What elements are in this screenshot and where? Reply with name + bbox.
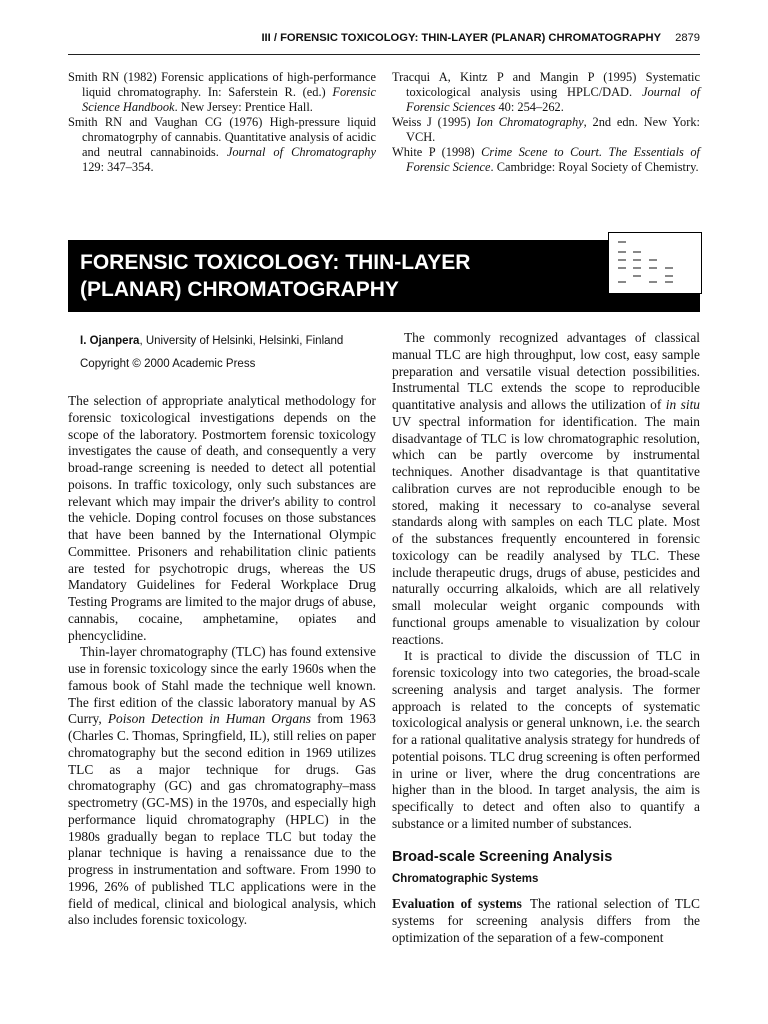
reference-item: Weiss J (1995) Ion Chromatography, 2nd edn. New York: VCH.	[392, 115, 700, 144]
paragraph: Evaluation of systems The rational selection of TLC systems for screening analysis differs from the optimization of the separation of a few-component	[392, 896, 700, 945]
author-line	[80, 330, 376, 353]
paragraph: It is practical to divide the discussion of TLC in forensic toxicology into two categories, the broad-scale screening analysis and target analysis. The former approach is related to the concepts of systematic toxicological analysis or general unknown, i.e. the search for a rational qualitative analysis strategy for hundreds of potential poisons. TLC drug screening is often performed in urine or liver, where the drug concentrations are higher than in the blood. In target analysis, the aim is specifically to detect and often also to quantify a substance or a limited number of substances.	[392, 648, 700, 831]
references-right	[392, 70, 700, 175]
copyright-line: Copyright © 2000 Academic Press	[80, 358, 256, 370]
author-name: I. Ojanpera	[80, 335, 140, 347]
copyright-icon: ©	[132, 358, 141, 370]
run-in-heading: Evaluation of systems	[392, 896, 522, 911]
article-title-banner	[68, 240, 700, 312]
running-title: III / FORENSIC TOXICOLOGY: THIN-LAYER (PLANAR) CHROMATOGRAPHY	[261, 32, 662, 44]
paragraph: Thin-layer chromatography (TLC) has found extensive use in forensic toxicology since the early 1960s when the famous book of Stahl made the technique well known. The first edition of the classic laboratory manual by AS Curry, Poison Detection in Human Organs from 1963 (Charles C. Thomas, Springfield, IL), still relies on paper chromatography but the second edition in 1969 utilizes TLC as a major technique for drugs. Gas chromatography (GC) and gas chromatography–mass spectrometry (GC-MS) in the 1970s, and especially high performance liquid chromatography (HPLC) in the 1980s gradually began to replace TLC but today the planar technique is having a renaissance due to the progress in instrumentation and software. From 1990 to 1996, 26% of published TLC applications were in the field of medical, clinical and biological analysis, which also includes forensic toxicology.	[68, 644, 376, 928]
reference-item: Smith RN (1982) Forensic applications of high-performance liquid chromatography. In: Saferstein R. (ed.) Forensic Science Handbook. New Jersey: Prentice Hall.	[68, 70, 376, 114]
author-affiliation: , University of Helsinki, Helsinki, Finland	[139, 335, 344, 347]
running-header	[68, 32, 700, 55]
article-title: FORENSIC TOXICOLOGY: THIN-LAYER (PLANAR) CHROMATOGRAPHY	[80, 251, 471, 301]
subsection-heading: Chromatographic Systems	[392, 873, 539, 886]
reference-item: Tracqui A, Kintz P and Mangin P (1995) Systematic toxicological analysis using HPLC/DAD. Journal of Forensic Sciences 40: 254–262.	[392, 70, 701, 114]
reference-item: Smith RN and Vaughan CG (1976) High-pressure liquid chromatogrphy of cannabis. Quantitative analysis of acidic and neutral cannabinoids. Journal of Chromatography 129: 347–354.	[68, 115, 377, 174]
author-block	[68, 330, 376, 376]
reference-item: White P (1998) Crime Scene to Court. The Essentials of Forensic Science. Cambridge: Royal Society of Chemistry.	[392, 145, 700, 174]
left-column	[68, 330, 376, 929]
right-column	[392, 330, 700, 946]
paragraph: The selection of appropriate analytical methodology for forensic toxicological investigations depends on the scope of the laboratory. Postmortem forensic toxicology investigates the cause of death, and consequently a very broad-range screening is needed to detect all potential poisons. In traffic toxicology, only such substances are relevant which may impair the driver's ability to control the vehicle. Doping control focuses on those substances that have been banned by the International Olympic Committee. Prisoners and rehabilitation clinic patients are tested for psychotropic drugs, whereas the US Mandatory Guidelines for Federal Workplace Drug Testing Programs are limited to the major drugs of abuse, cannabis, cocaine, amphetamine, opiates and phencyclidine.	[68, 393, 376, 643]
paragraph: The commonly recognized advantages of classical manual TLC are high throughput, low cost, easy sample preparation and versatile visual detection possibilities. Instrumental TLC extends the scope to reproducible quantitative analysis and allows the utilization of in situ UV spectral information for identification. The main disadvantage of TLC is low chromatographic resolution, which can be partly overcome by instrumental techniques. Another disadvantage is that quantitative calibration curves are not reproducible enough to be stored, making it necessary to co-analyse several standards along with samples on each TLC plate. Most of the substances frequently encountered in forensic toxicology can be readily analysed by TLC. These include therapeutic drugs, drugs of abuse, pesticides and naturally occurring alkaloids, which are all relatively small molecular weight organic compounds with functional groups amenable to visualization by colour reactions.	[392, 330, 700, 647]
references-left	[68, 70, 376, 175]
section-heading: Broad-scale Screening Analysis	[392, 848, 613, 865]
tlc-plate-icon	[608, 232, 702, 294]
page-number: 2879	[675, 32, 700, 44]
